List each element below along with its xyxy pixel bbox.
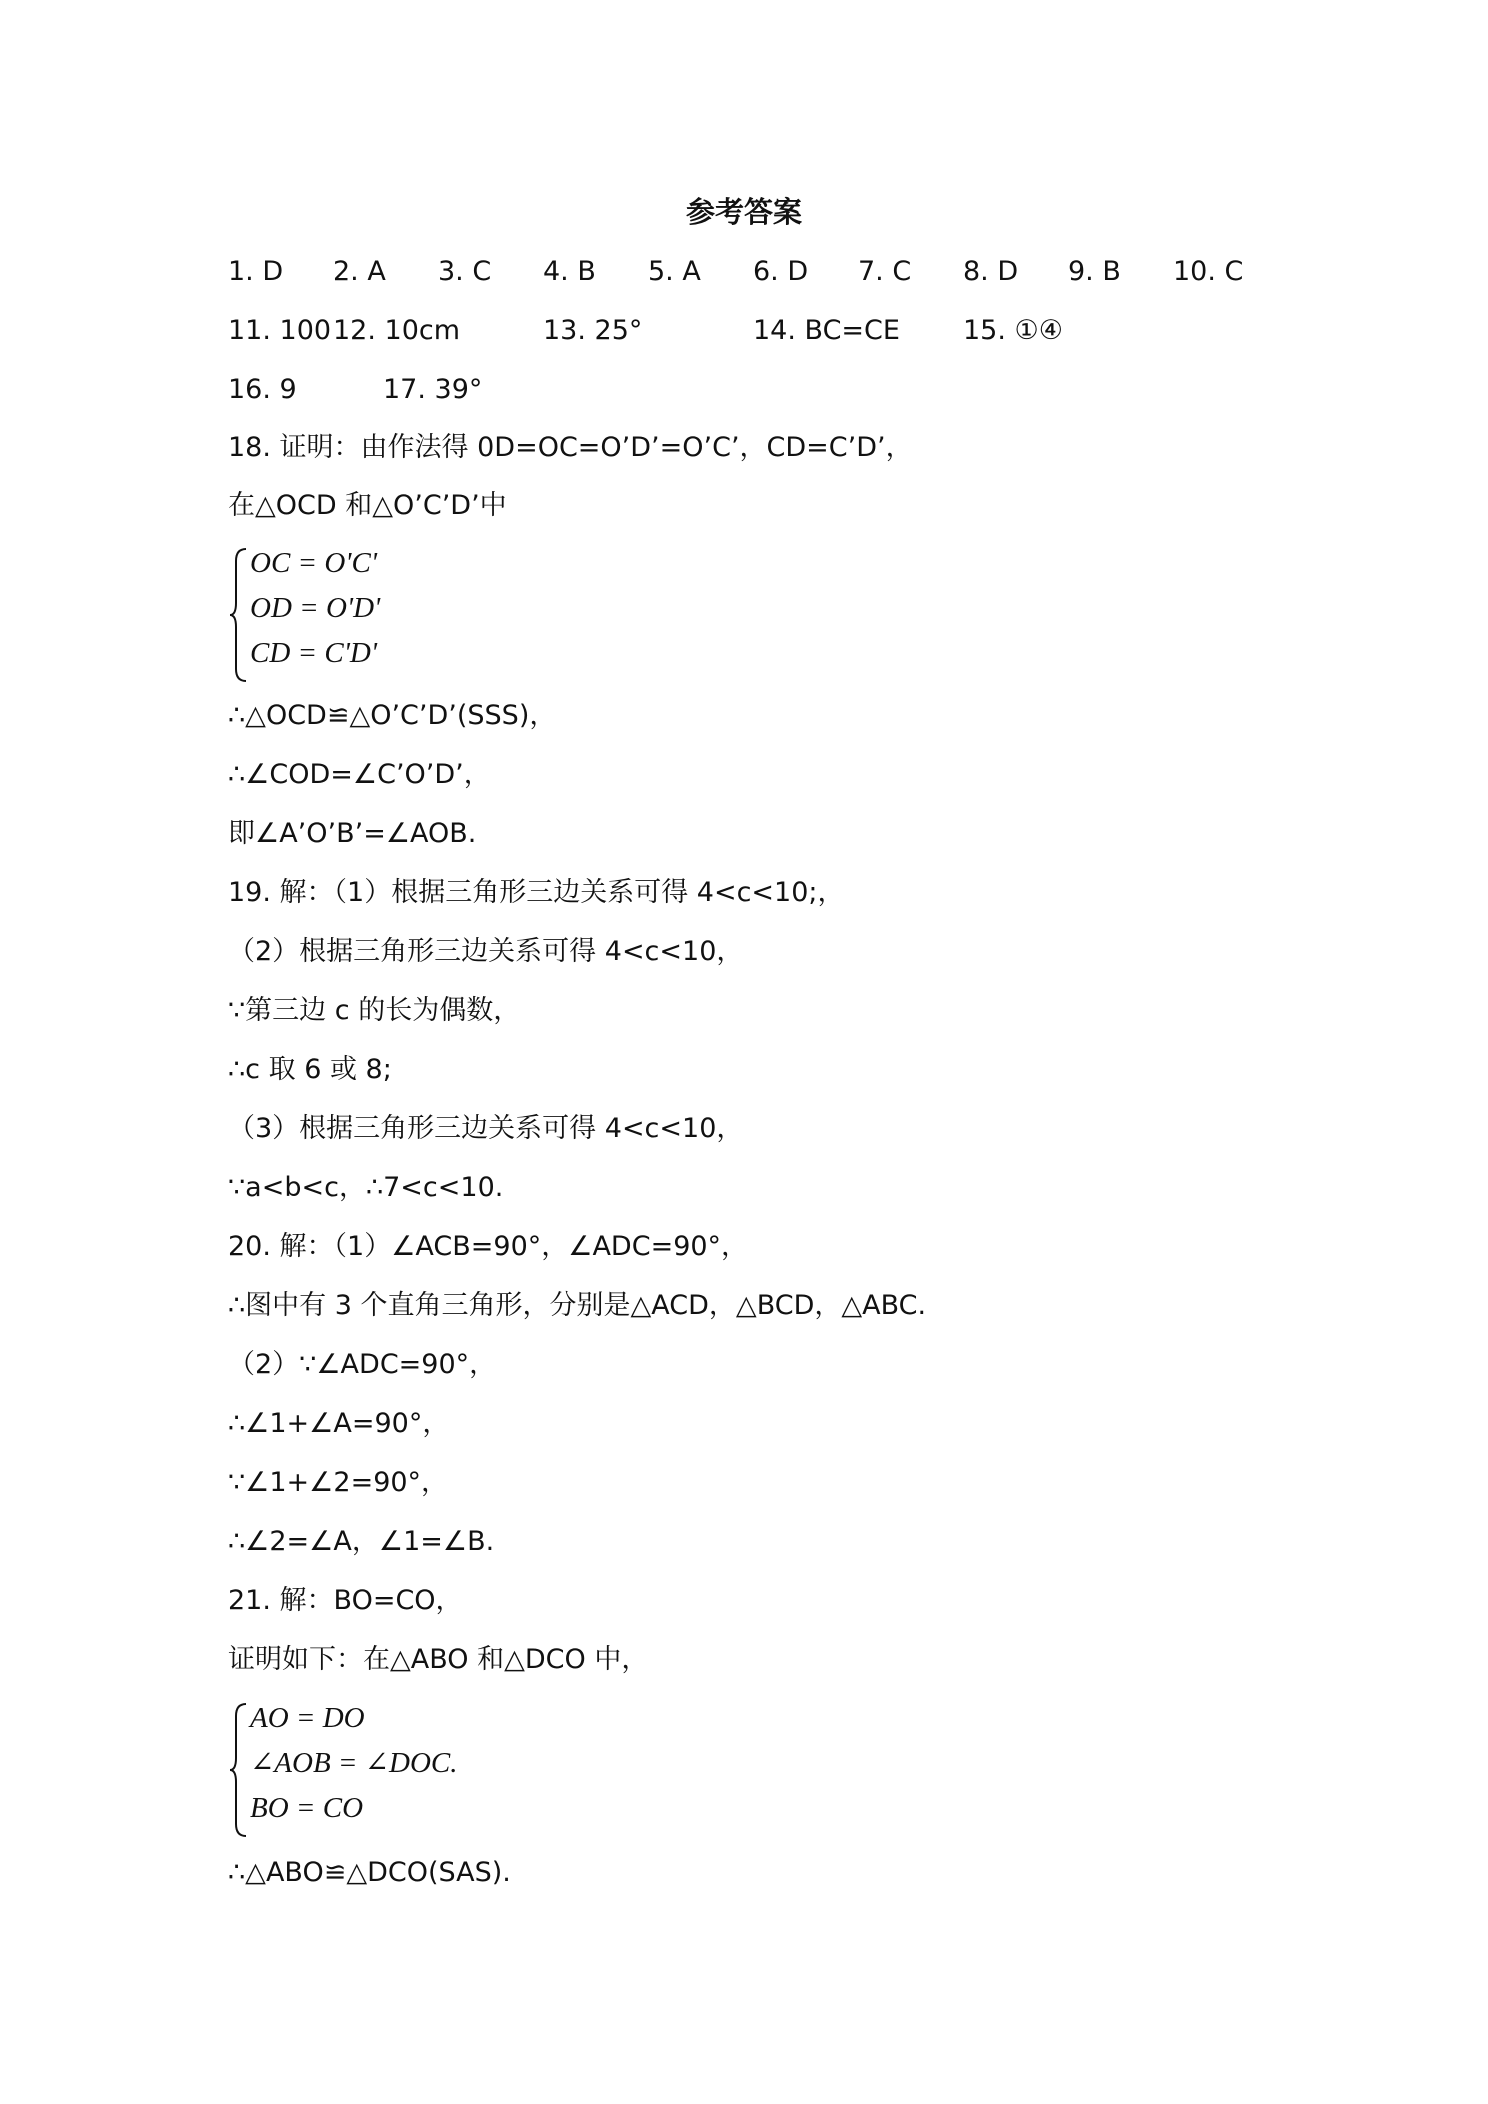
answer-3: 3. C [438,256,492,287]
answer-16: 16. 9 [228,374,297,405]
left-brace-icon [228,1700,250,1840]
left-brace-icon [228,545,250,685]
q18-equation-2: OD = O'D' [250,592,381,624]
answer-14: 14. BC=CE [753,315,900,346]
q20-line-6: ∴∠2=∠A，∠1=∠B. [228,1526,495,1557]
q20-line-3: （2）∵∠ADC=90°， [228,1349,497,1380]
q19-line-4: ∴c 取 6 或 8; [228,1054,392,1085]
q20-line-5: ∵∠1+∠2=90°， [228,1467,449,1498]
answer-4: 4. B [543,256,596,287]
q18-equation-1: OC = O'C' [250,547,378,579]
q20-line-4: ∴∠1+∠A=90°， [228,1408,450,1439]
answer-2: 2. A [333,256,386,287]
q18-line-1: 18. 证明：由作法得 0D=OC=O’D’=O’C’，CD=C’D’， [228,432,913,463]
answer-7: 7. C [858,256,912,287]
answer-15: 15. ①④ [963,315,1063,346]
q19-line-5: （3）根据三角形三边关系可得 4<c<10， [228,1113,744,1144]
answer-8: 8. D [963,256,1019,287]
q21-equation-3: BO = CO [250,1792,364,1824]
q19-line-2: （2）根据三角形三边关系可得 4<c<10， [228,936,744,967]
answer-17: 17. 39° [383,374,483,405]
q21-line-2: 证明如下：在△ABO 和△DCO 中， [228,1644,649,1675]
q18-line-5: 即∠A’O’B’=∠AOB. [228,818,477,849]
q18-line-2: 在△OCD 和△O’C’D’中 [228,490,507,521]
q18-line-3: ∴△OCD≌△O’C’D’(SSS)， [228,700,557,731]
q18-equation-3: CD = C'D' [250,637,378,669]
q19-line-1: 19. 解：（1）根据三角形三边关系可得 4<c<10;， [228,877,845,908]
q21-line-3: ∴△ABO≌△DCO(SAS). [228,1857,511,1888]
answer-5: 5. A [648,256,701,287]
q20-line-1: 20. 解：（1）∠ACB=90°，∠ADC=90°， [228,1231,749,1262]
q20-line-2: ∴图中有 3 个直角三角形，分别是△ACD，△BCD，△ABC. [228,1290,927,1321]
answer-10: 10. C [1173,256,1244,287]
q21-line-1: 21. 解：BO=CO， [228,1585,463,1616]
q19-line-3: ∵第三边 c 的长为偶数， [228,995,521,1026]
q19-line-6: ∵a<b<c，∴7<c<10. [228,1172,504,1203]
answer-11: 11. 100 [228,315,332,346]
page-title: 参考答案 [685,195,802,229]
answer-9: 9. B [1068,256,1121,287]
answer-12: 12. 10cm [333,315,461,346]
answer-13: 13. 25° [543,315,643,346]
q18-line-4: ∴∠COD=∠C’O’D’， [228,759,491,790]
q21-equation-system [228,1700,648,1840]
q21-equation-1: AO = DO [250,1702,365,1734]
q21-equation-2: ∠AOB = ∠DOC. [250,1747,458,1779]
q18-equation-system [228,545,648,685]
answer-1: 1. D [228,256,284,287]
answer-6: 6. D [753,256,809,287]
